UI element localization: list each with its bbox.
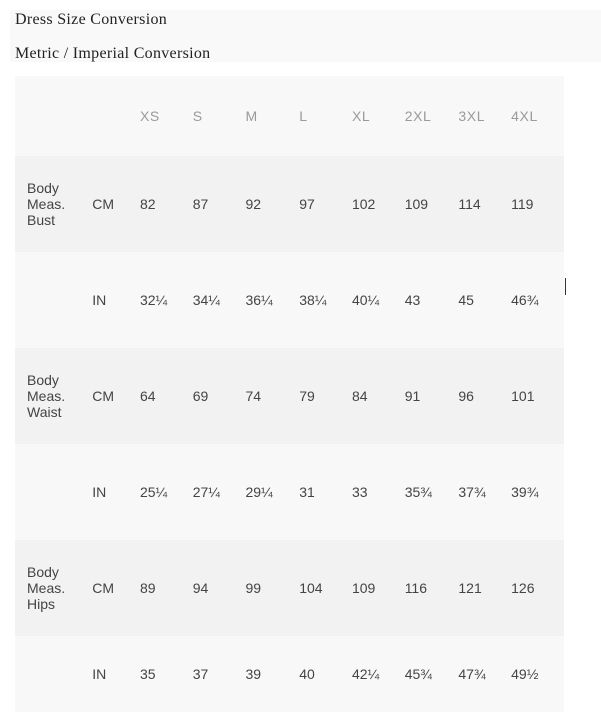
value-cell: 45¾ — [404, 666, 432, 682]
value-cell: 121 — [458, 580, 482, 596]
header-cell-unit — [92, 76, 140, 156]
value-cell: 46¾ — [511, 292, 539, 308]
header-cell-2xl: 2XL — [404, 108, 432, 124]
value-cell: 64 — [139, 388, 156, 404]
value-cell: 45 — [458, 292, 474, 308]
value-cell: 34¼ — [192, 292, 220, 308]
value-cell: 79 — [299, 388, 315, 404]
value-cell: 92 — [245, 196, 262, 212]
header-cell-xl: XL — [351, 108, 371, 124]
value-cell: 37 — [192, 666, 209, 682]
value-cell: 69 — [192, 388, 209, 404]
value-cell: 36¼ — [245, 292, 273, 308]
value-cell: 25¼ — [139, 484, 168, 500]
value-cell: 35¾ — [404, 484, 432, 500]
value-cell: 96 — [458, 388, 474, 404]
page-subtitle: Metric / Imperial Conversion — [15, 45, 211, 62]
value-cell: 49½ — [511, 666, 539, 682]
value-cell: 27¼ — [192, 484, 220, 500]
unit-cell: CM — [92, 580, 115, 596]
measure-label: Body Meas. Hips — [27, 564, 66, 612]
header-cell-s: S — [192, 108, 203, 124]
value-cell: 104 — [299, 580, 323, 596]
value-cell: 119 — [511, 196, 534, 212]
value-cell: 91 — [404, 388, 421, 404]
value-cell: 101 — [511, 388, 535, 404]
measure-cell — [15, 348, 92, 444]
value-cell: 109 — [351, 580, 376, 596]
value-cell: 35 — [139, 666, 156, 682]
value-cell: 43 — [404, 292, 421, 308]
value-cell: 94 — [192, 580, 209, 596]
value-cell: 102 — [351, 196, 376, 212]
value-cell: 31 — [299, 484, 315, 500]
value-cell: 42¼ — [351, 666, 380, 682]
value-cell: 82 — [139, 196, 156, 212]
table-row — [15, 348, 564, 444]
unit-cell: IN — [92, 666, 107, 682]
table-row — [15, 636, 564, 712]
value-cell: 37¾ — [458, 484, 486, 500]
measure-cell — [15, 636, 92, 712]
table-row — [15, 540, 564, 636]
value-cell: 38¼ — [299, 292, 327, 308]
value-cell: 89 — [139, 580, 156, 596]
measure-cell — [15, 156, 92, 252]
value-cell: 99 — [245, 580, 262, 596]
value-cell: 33 — [351, 484, 368, 500]
value-cell: 74 — [245, 388, 262, 404]
value-cell: 126 — [511, 580, 535, 596]
value-cell: 40 — [299, 666, 315, 682]
table-row — [15, 252, 564, 348]
measure-label: Body Meas. Bust — [27, 180, 66, 228]
value-cell: 97 — [299, 196, 315, 212]
value-cell: 87 — [192, 196, 209, 212]
value-cell: 84 — [351, 388, 368, 404]
text-cursor — [565, 278, 566, 295]
unit-cell: CM — [92, 196, 115, 212]
value-cell: 116 — [404, 580, 428, 596]
measure-cell — [15, 444, 92, 540]
measure-cell — [15, 252, 92, 348]
value-cell: 40¼ — [351, 292, 380, 308]
measure-cell — [15, 540, 92, 636]
unit-cell: IN — [92, 292, 107, 308]
value-cell: 114 — [458, 196, 481, 212]
header-cell-xs: XS — [139, 108, 160, 124]
page-title: Dress Size Conversion — [15, 11, 168, 28]
header-cell-l: L — [299, 108, 308, 124]
value-cell: 47¾ — [458, 666, 486, 682]
value-cell: 32¼ — [139, 292, 168, 308]
header-cell-4xl: 4XL — [511, 108, 538, 124]
size-conversion-table — [15, 76, 564, 712]
unit-cell: IN — [92, 484, 107, 500]
header-cell-3xl: 3XL — [458, 108, 486, 124]
unit-cell: CM — [92, 388, 115, 404]
value-cell: 29¼ — [245, 484, 273, 500]
value-cell: 39 — [245, 666, 262, 682]
value-cell: 109 — [404, 196, 429, 212]
measure-label: Body Meas. Waist — [27, 372, 66, 420]
header-cell-measure — [15, 76, 92, 156]
value-cell: 39¾ — [511, 484, 539, 500]
header-cell-m: M — [245, 108, 258, 124]
table-header-row — [15, 76, 564, 156]
table-row — [15, 444, 564, 540]
table-row — [15, 156, 564, 252]
